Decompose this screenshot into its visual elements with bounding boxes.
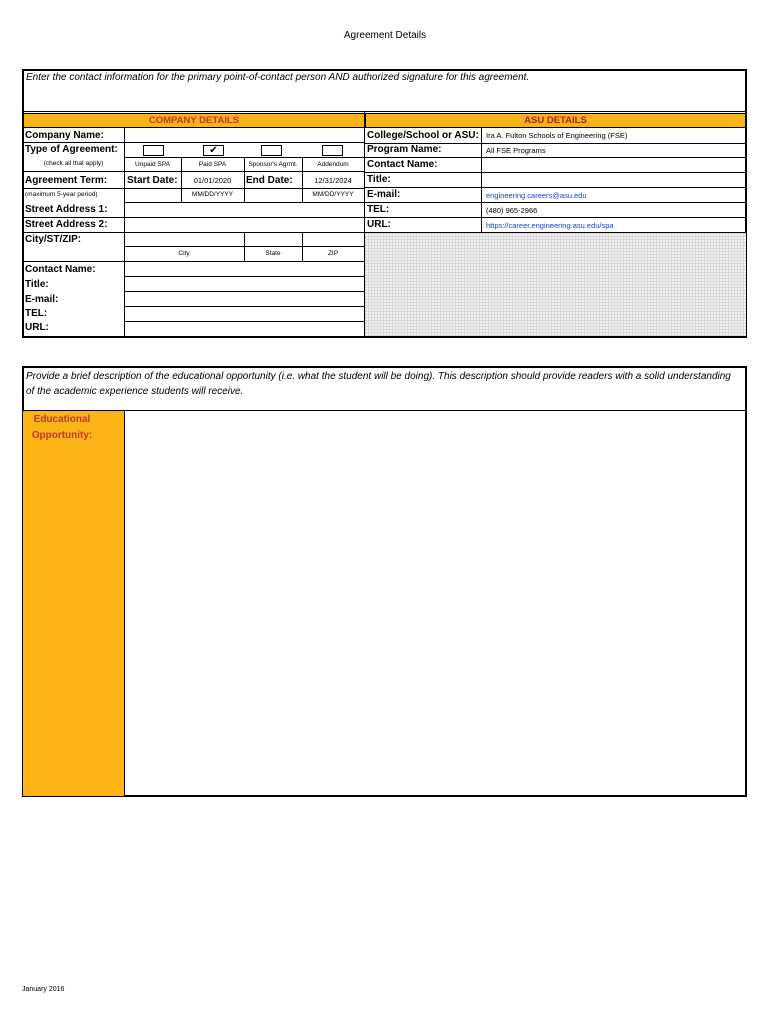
street-address-1-label: Street Address 1: (25, 204, 108, 215)
checkmark-icon: ✔ (209, 145, 218, 156)
company-name-label: Company Name: (25, 130, 104, 141)
title-label: Title: (25, 279, 49, 290)
addendum-caption: Addendum (317, 161, 349, 168)
end-date-value[interactable]: 12/31/2024 (314, 176, 352, 185)
city-st-zip-label: City/ST/ZIP: (25, 234, 82, 245)
asu-email-link[interactable]: engineering.careers@asu.edu (486, 191, 587, 200)
zip-caption: ZIP (327, 250, 339, 257)
city-caption: City (178, 250, 190, 257)
url-label: URL: (25, 322, 49, 333)
paid-spa-checkbox[interactable] (203, 145, 224, 156)
asu-title-label: Title: (367, 174, 391, 185)
contact-instruction: Enter the contact information for the primary point-of-contact person AND authorized signature for this agreement. (26, 72, 530, 83)
asu-email-label: E-mail: (367, 189, 401, 200)
street-address-2-label: Street Address 2: (25, 219, 108, 230)
term-note: (maximum 5-year period) (25, 191, 98, 198)
end-date-format: MM/DD/YYYY (312, 191, 354, 198)
sponsors-agreement-checkbox[interactable] (261, 145, 282, 156)
company-details-header: COMPANY DETAILS (23, 113, 365, 128)
sponsors-agreement-caption: Sponsor's Agrmt. (248, 161, 298, 168)
asu-program-value[interactable]: All FSE Programs (486, 146, 546, 155)
street-address-1-field[interactable] (125, 203, 364, 217)
unpaid-spa-caption: Unpaid SPA (135, 161, 170, 168)
start-date-format: MM/DD/YYYY (191, 191, 234, 198)
asu-program-label: Program Name: (367, 144, 442, 155)
company-name-field[interactable] (125, 129, 364, 142)
footer-date: January 2016 (22, 986, 65, 993)
start-date-value[interactable]: 01/01/2020 (193, 176, 232, 185)
asu-tel-label: TEL: (367, 204, 390, 215)
asu-details-header: ASU DETAILS (365, 113, 746, 128)
street-address-2-field[interactable] (125, 218, 364, 232)
contact-name-label: Contact Name: (25, 264, 96, 275)
type-of-agreement-label: Type of Agreement: (25, 144, 118, 155)
unpaid-spa-checkbox[interactable] (143, 145, 164, 156)
type-note: (check all that apply) (43, 160, 104, 167)
asu-contact-label: Contact Name: (367, 159, 438, 170)
agreement-term-label: Agreement Term: (25, 175, 108, 186)
asu-tel-value[interactable]: (480) 965-2966 (486, 206, 538, 215)
educational-opportunity-sidebar (23, 411, 124, 796)
addendum-checkbox[interactable] (322, 145, 343, 156)
asu-college-value[interactable]: Ira A. Fulton Schools of Engineering (FSE) (486, 131, 628, 140)
state-caption: State (265, 250, 281, 257)
end-date-label: End Date: (246, 175, 293, 186)
asu-college-label: College/School or ASU: (367, 130, 479, 141)
educational-opportunity-field[interactable] (125, 411, 746, 796)
asu-blank-area (365, 233, 746, 336)
asu-url-label: URL: (367, 219, 391, 230)
educational-opportunity-label: Educational Opportunity: (31, 414, 93, 441)
asu-url-link[interactable]: https://career.engineering.asu.edu/spa (486, 221, 614, 230)
paid-spa-caption: Paid SPA (198, 161, 227, 168)
email-label: E-mail: (25, 294, 59, 305)
page-title: Agreement Details (343, 30, 427, 41)
start-date-label: Start Date: (127, 175, 178, 186)
education-instruction: Provide a brief description of the educational opportunity (i.e. what the student will be doing). This description should provide readers with a solid understanding of the academic experience students will receive. (26, 371, 731, 397)
tel-label: TEL: (25, 308, 48, 319)
